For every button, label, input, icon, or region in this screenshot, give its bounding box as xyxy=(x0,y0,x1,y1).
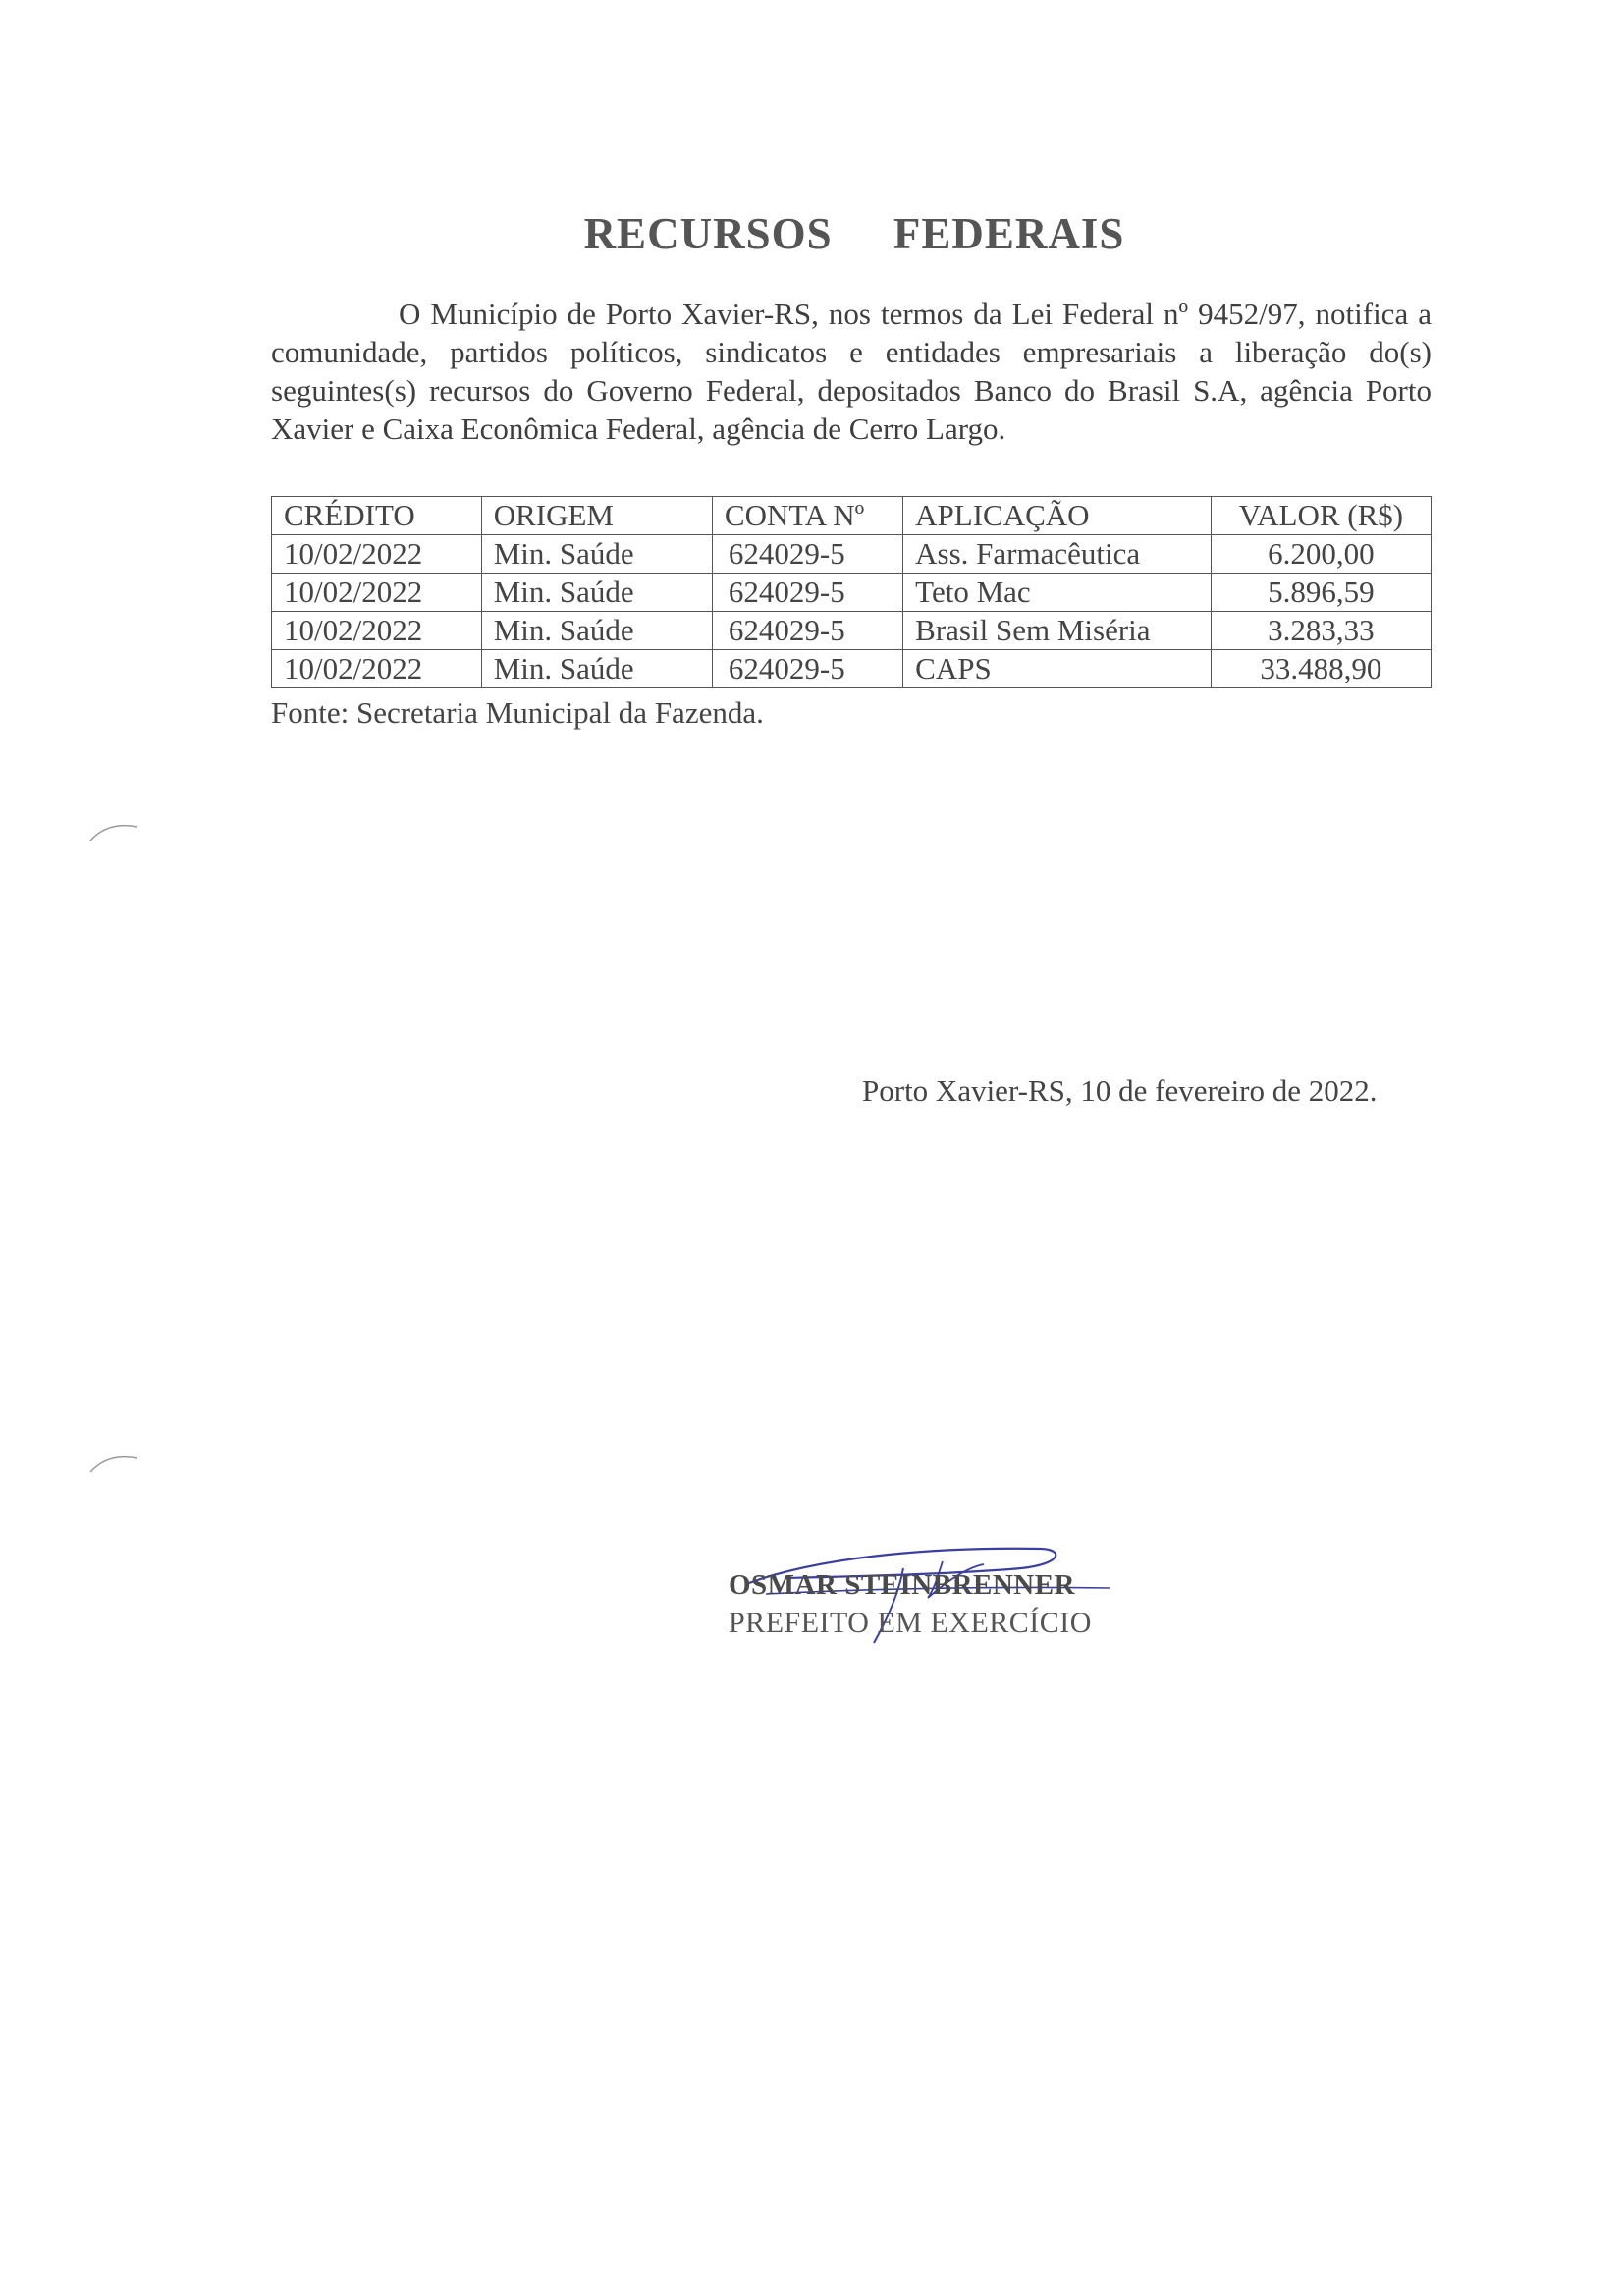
cell-aplicacao: Teto Mac xyxy=(903,574,1212,612)
cell-aplicacao: Brasil Sem Miséria xyxy=(903,612,1212,650)
cell-credito: 10/02/2022 xyxy=(272,574,482,612)
cell-origem: Min. Saúde xyxy=(481,574,712,612)
cell-valor: 6.200,00 xyxy=(1211,535,1431,574)
header-origem: ORIGEM xyxy=(481,497,712,535)
signer-title: PREFEITO EM EXERCÍCIO xyxy=(729,1607,1092,1639)
cell-conta: 624029-5 xyxy=(712,535,902,574)
cell-credito: 10/02/2022 xyxy=(272,535,482,574)
table-row xyxy=(272,612,1432,650)
cell-origem: Min. Saúde xyxy=(481,612,712,650)
cell-conta: 624029-5 xyxy=(712,574,902,612)
cell-conta: 624029-5 xyxy=(712,650,902,688)
binder-hole-mark-bottom xyxy=(86,1449,155,1478)
cell-origem: Min. Saúde xyxy=(481,535,712,574)
credits-table xyxy=(271,496,1432,688)
notice-paragraph: O Município de Porto Xavier-RS, nos termos da Lei Federal nº 9452/97, notifica a comunidade, partidos políticos, sindicatos e entidades empresariais a liberação do(s) seguintes(s) recursos do Governo Federal, depositados Banco do Brasil S.A, agência Porto Xavier e Caixa Econômica Federal, agência de Cerro Largo. xyxy=(271,297,1432,446)
cell-aplicacao: Ass. Farmacêutica xyxy=(903,535,1212,574)
header-conta: CONTA Nº xyxy=(712,497,902,535)
table-row xyxy=(272,650,1432,688)
binder-hole-mark-top xyxy=(86,817,155,847)
cell-credito: 10/02/2022 xyxy=(272,650,482,688)
table-row xyxy=(272,535,1432,574)
cell-valor: 33.488,90 xyxy=(1211,650,1431,688)
cell-credito: 10/02/2022 xyxy=(272,612,482,650)
cell-valor: 3.283,33 xyxy=(1211,612,1431,650)
header-valor: VALOR (R$) xyxy=(1211,497,1431,535)
signer-name: OSMAR STEINBRENNER xyxy=(729,1569,1076,1601)
source-note: Fonte: Secretaria Municipal da Fazenda. xyxy=(271,695,764,730)
table-row xyxy=(272,574,1432,612)
cell-aplicacao: CAPS xyxy=(903,650,1212,688)
header-credito: CRÉDITO xyxy=(272,497,482,535)
place-date: Porto Xavier-RS, 10 de fevereiro de 2022. xyxy=(862,1073,1378,1108)
cell-conta: 624029-5 xyxy=(712,612,902,650)
table-header-row xyxy=(272,497,1432,535)
cell-valor: 5.896,59 xyxy=(1211,574,1431,612)
page-title: RECURSOS FEDERAIS xyxy=(583,209,1125,258)
header-aplicacao: APLICAÇÃO xyxy=(903,497,1212,535)
cell-origem: Min. Saúde xyxy=(481,650,712,688)
